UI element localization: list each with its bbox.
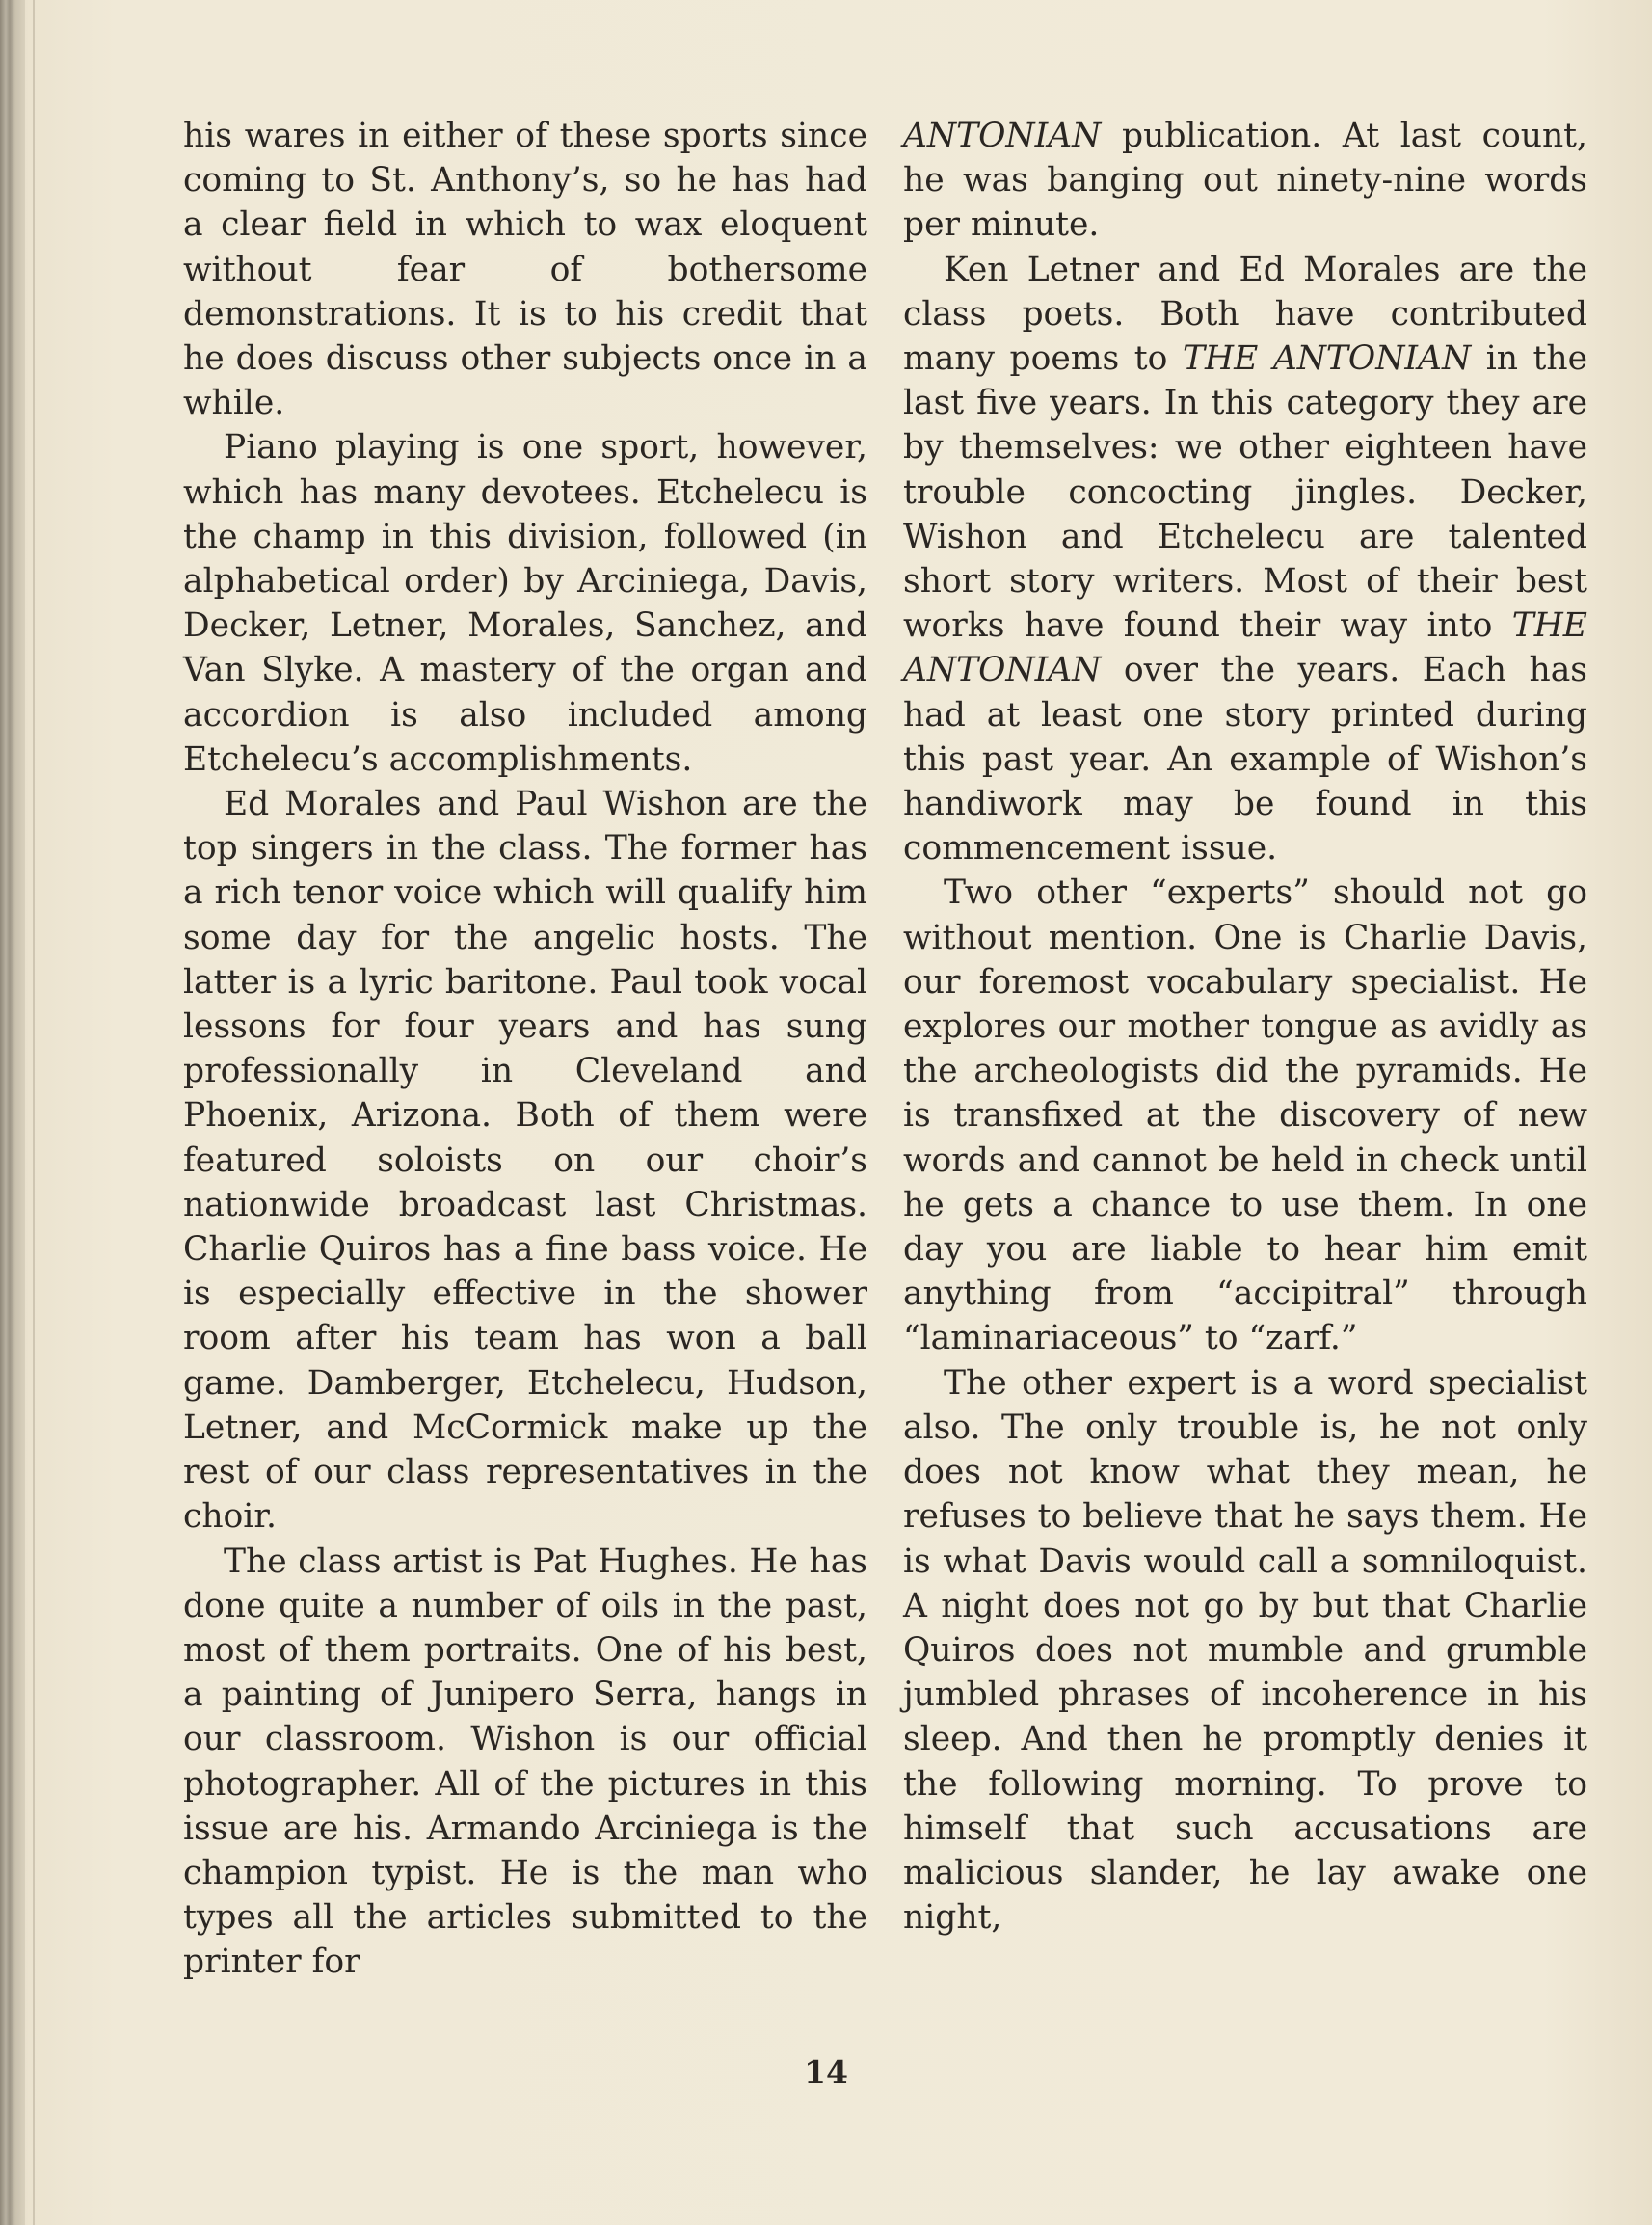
paragraph: Ed Morales and Paul Wishon are the top singers in the class. The former has a rich tenor voice which will qualify him some day for the angelic hosts. The latter is a lyric baritone. Paul took vocal lessons for four years and has sung professionally in Cleveland and Phoenix, Arizona. Both of them were featured soloists on our choir’s nationwide broadcast last Christmas. Charlie Quiros has a fine bass voice. He is especially effective in the shower room after his team has won a ball game. Damberger, Etchelecu, Hudson, Letner, and McCormick make up the rest of our class representatives in the choir. — [183, 785, 867, 1537]
paragraph-text: over the years. Each has had at least one story printed during this past year. An example of Wishon’s handiwork may be found in this commencement issue. — [903, 651, 1587, 869]
paragraph-text: in the last five years. In this category they are by themselves: we other eighteen have trouble concocting jingles. Decker, Wishon and Etchelecu are talented short story writers. Most of their best works have found their way into — [903, 339, 1587, 646]
paragraph — [903, 114, 1587, 248]
paragraph: The class artist is Pat Hughes. He has done quite a number of oils in the past, most of them portraits. One of his best, a painting of Junipero Serra, hangs in our classroom. Wishon is our official photographer. All of the pictures in this issue are his. Armando Arciniega is the champion typist. He is the man who types all the articles submitted to the printer for — [183, 1541, 867, 1982]
publication-title: ANTONIAN — [903, 117, 1102, 155]
publication-title: THE ANTONIAN — [903, 606, 1587, 690]
book-binding — [0, 0, 25, 2225]
paragraph: his wares in either of these sports since coming to St. Anthony’s, so he has had a clear field in which to wax eloquent without fear of bothersome demonstrations. It is to his credit that he does discuss other subjects once in a while. — [183, 117, 867, 423]
right-text-column — [903, 114, 1587, 1940]
paragraph — [903, 248, 1587, 871]
paragraph: Piano playing is one sport, however, which has many devotees. Etchelecu is the champ in this division, followed (in alphabetical order) by Arciniega, Davis, Decker, Letner, Morales, Sanchez, and Van Slyke. A mastery of the organ and accordion is also included among Etchelecu’s accomplishments. — [183, 428, 867, 779]
publication-title: THE ANTONIAN — [1182, 339, 1472, 379]
left-text-column — [183, 114, 867, 1985]
page-number: 14 — [804, 2053, 848, 2091]
paragraph-text: Ken Letner and Ed Morales are the class poets. Both have contributed many poems to — [903, 250, 1587, 379]
binding-edge — [33, 0, 35, 2225]
paragraph-text: publication. At last count, he was banging out ninety-nine words per minute. — [903, 117, 1587, 245]
paragraph: Two other “experts” should not go without mention. One is Charlie Davis, our foremost vocabulary specialist. He explores our mother tongue as avidly as the archeologists did the pyramids. He is transfixed at the discovery of new words and cannot be held in check until he gets a chance to use them. In one day you are liable to hear him emit anything from “accipitral” through “laminariaceous” to “zarf.” — [903, 873, 1587, 1358]
paragraph: The other expert is a word specialist also. The only trouble is, he not only does not know what they mean, he refuses to believe that he says them. He is what Davis would call a somniloquist. A night does not go by but that Charlie Quiros does not mumble and grumble jumbled phrases of incoherence in his sleep. And then he promptly denies it the following morning. To prove to himself that such accusations are malicious slander, he lay awake one night, — [903, 1363, 1587, 1938]
